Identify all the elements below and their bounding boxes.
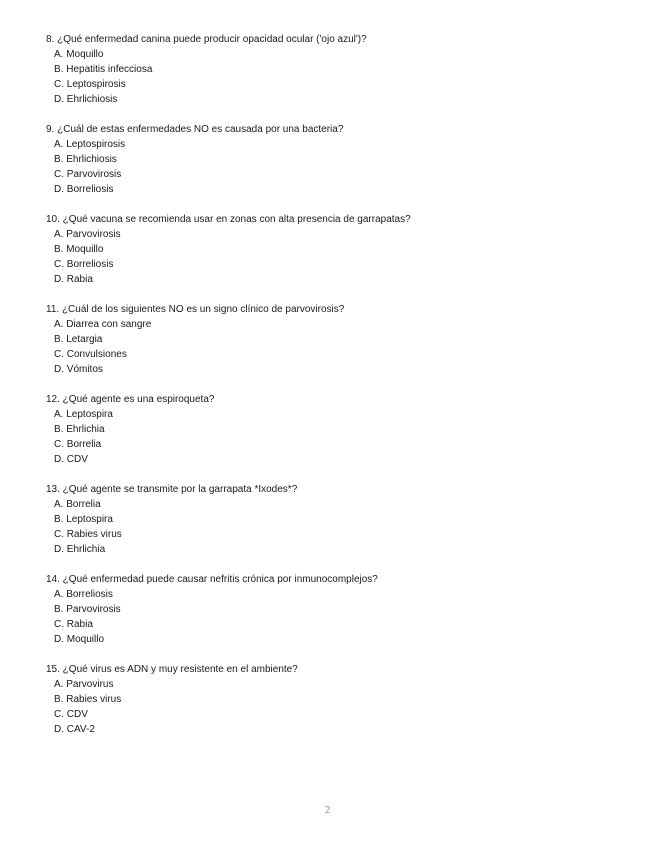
question-text: 15. ¿Qué virus es ADN y muy resistente en el ambiente?: [46, 664, 298, 675]
option-item: D. Vómitos: [54, 364, 103, 375]
option-item: C. Convulsiones: [54, 349, 127, 360]
question-text: 10. ¿Qué vacuna se recomienda usar en zonas con alta presencia de garrapatas?: [46, 214, 411, 225]
option-item: A. Diarrea con sangre: [54, 319, 152, 330]
option-item: B. Ehrlichia: [54, 424, 105, 435]
question-item: [46, 122, 626, 197]
option-item: D. Rabia: [54, 274, 93, 285]
option-list: [46, 317, 626, 377]
option-item: A. Borreliosis: [54, 589, 113, 600]
question-text: 9. ¿Cuál de estas enfermedades NO es causada por una bacteria?: [46, 124, 344, 135]
option-item: C. Rabia: [54, 619, 93, 630]
option-item: A. Moquillo: [54, 49, 104, 60]
question-item: [46, 302, 626, 377]
option-item: D. Moquillo: [54, 634, 105, 645]
option-item: B. Moquillo: [54, 244, 104, 255]
question-item: [46, 212, 626, 287]
question-text: 8. ¿Qué enfermedad canina puede producir opacidad ocular ('ojo azul')?: [46, 34, 367, 45]
option-item: C. Leptospirosis: [54, 79, 126, 90]
question-item: [46, 482, 626, 557]
option-list: [46, 677, 626, 737]
option-item: A. Parvovirosis: [54, 229, 121, 240]
page-number: 2: [324, 805, 331, 816]
question-item: [46, 662, 626, 737]
question-list: [46, 32, 626, 752]
question-item: [46, 572, 626, 647]
option-item: B. Rabies virus: [54, 694, 122, 705]
option-list: [46, 497, 626, 557]
option-item: A. Leptospirosis: [54, 139, 126, 150]
option-item: C. Parvovirosis: [54, 169, 122, 180]
question-text: 14. ¿Qué enfermedad puede causar nefritis crónica por inmunocomplejos?: [46, 574, 378, 585]
question-item: [46, 392, 626, 467]
option-item: B. Leptospira: [54, 514, 113, 525]
option-item: C. Borrelia: [54, 439, 102, 450]
option-item: C. Borreliosis: [54, 259, 114, 270]
option-item: A. Leptospira: [54, 409, 113, 420]
option-item: D. Ehrlichia: [54, 544, 106, 555]
option-item: A. Borrelia: [54, 499, 101, 510]
option-item: C. Rabies virus: [54, 529, 122, 540]
option-item: B. Ehrlichiosis: [54, 154, 117, 165]
option-item: B. Hepatitis infecciosa: [54, 64, 153, 75]
option-item: A. Parvovirus: [54, 679, 114, 690]
option-item: B. Parvovirosis: [54, 604, 121, 615]
option-list: [46, 227, 626, 287]
option-item: C. CDV: [54, 709, 88, 720]
option-list: [46, 47, 626, 107]
option-item: D. CDV: [54, 454, 88, 465]
option-list: [46, 407, 626, 467]
option-item: D. Ehrlichiosis: [54, 94, 118, 105]
option-item: D. Borreliosis: [54, 184, 114, 195]
question-text: 13. ¿Qué agente se transmite por la garrapata *Ixodes*?: [46, 484, 298, 495]
option-list: [46, 137, 626, 197]
question-item: [46, 32, 626, 107]
question-text: 12. ¿Qué agente es una espiroqueta?: [46, 394, 215, 405]
option-item: D. CAV-2: [54, 724, 95, 735]
option-list: [46, 587, 626, 647]
option-item: B. Letargia: [54, 334, 103, 345]
question-text: 11. ¿Cuál de los siguientes NO es un signo clínico de parvovirosis?: [46, 304, 345, 315]
